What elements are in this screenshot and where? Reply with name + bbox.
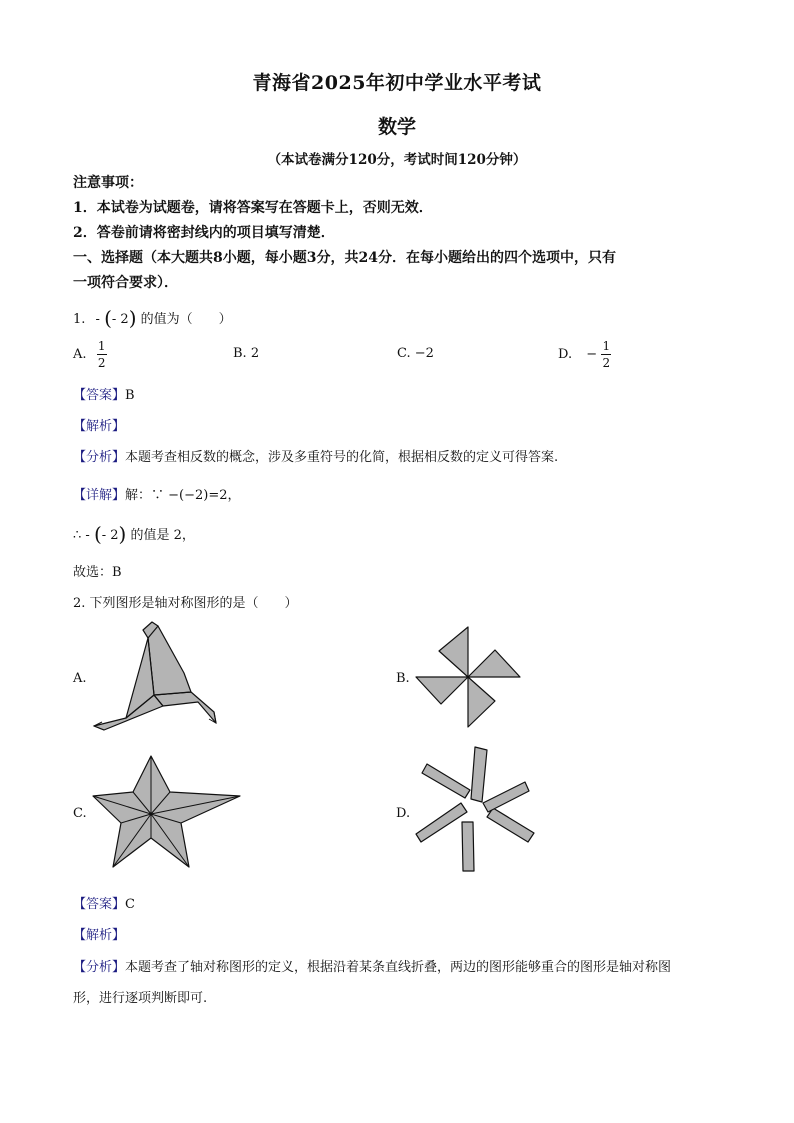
option-c: C. −2 [397,346,434,361]
q2-analysis-tag: 【解析】 [73,928,126,943]
inner-expression: - 2 [111,312,129,327]
option-d [558,340,611,369]
notes-heading: 注意事项： [73,175,143,191]
q1-analysis-tag: 【解析】 [73,419,126,434]
q2-answer [73,893,135,912]
paren-close: ) [128,306,137,330]
answer-tag: 【答案】 [73,897,126,912]
fraction [97,340,107,369]
negative-sign: − [586,347,598,362]
fraction [601,340,611,369]
figure-a-three-blade [88,618,223,733]
q1-detail [73,484,241,503]
fraction-bar [601,354,611,355]
option-a-label: A. [73,671,87,686]
answer-tag: 【答案】 [73,388,126,403]
therefore-symbol: ∴ - [73,528,90,543]
option-label: A. [73,347,87,362]
paren-close: ) [118,522,127,546]
exam-title: 青海省2025年初中学业水平考试 [252,72,542,94]
notes-item-1: 1．本试卷为试题卷，请将答案写在答题卡上，否则无效． [73,200,433,216]
inner-expression: - 2 [101,528,119,543]
detail-tag: 【详解】 [73,488,126,503]
fenxi-text: 本题考查了轴对称图形的定义，根据沿着某条直线折叠，两边的图形能够重合的图形是轴对称图 [125,960,672,975]
question-number: 1. [73,312,86,327]
fenxi-tag: 【分析】 [73,960,126,975]
numerator: 1 [97,339,106,353]
option-b-label: B. [396,671,410,686]
answer-value: B [125,388,135,403]
q2-fenxi-line-1 [73,956,671,975]
q2-fenxi-line-2: 形，进行逐项判断即可. [73,991,208,1006]
question-tail: 的值为（ ） [140,312,232,327]
q1-therefore [73,522,195,546]
figure-b-pinwheel [413,624,523,729]
detail-text: 解：∵ −(−2)=2， [125,488,241,503]
option-d-label: D. [396,806,411,821]
fenxi-tag: 【分析】 [73,450,126,465]
paren-open: ( [104,306,112,330]
denominator: 2 [602,356,611,370]
answer-value: C [125,897,135,912]
therefore-tail: 的值是 2， [130,528,195,543]
question-1-stem [73,306,232,330]
numerator: 1 [602,339,611,353]
exam-subtitle: （本试卷满分120分，考试时间120分钟） [267,152,527,168]
denominator: 2 [97,356,106,370]
section-heading-line-1: 一、选择题（本大题共8小题，每小题3分，共24分．在每小题给出的四个选项中，只有 [73,250,616,266]
option-label: D. [558,347,573,362]
minus-sign: - [95,312,100,327]
option-a [73,340,107,369]
option-c-label: C. [73,806,87,821]
paren-open: ( [93,522,102,546]
section-heading-line-2: 一项符合要求）． [73,275,178,291]
exam-subject: 数学 [377,116,416,138]
fenxi-text: 本题考查相反数的概念，涉及多重符号的化简，根据相反数的定义可得答案. [125,450,559,465]
figure-d-six-blades [413,746,535,876]
notes-item-2: 2．答卷前请将密封线内的项目填写清楚． [73,225,335,241]
q1-answer [73,384,135,403]
question-2-stem: 2. 下列图形是轴对称图形的是（ ） [73,596,298,611]
q1-choose: 故选：B [73,565,122,580]
option-b: B. 2 [233,346,260,361]
figure-c-star [90,752,242,870]
q1-fenxi [73,446,558,465]
fraction-bar [97,354,107,355]
